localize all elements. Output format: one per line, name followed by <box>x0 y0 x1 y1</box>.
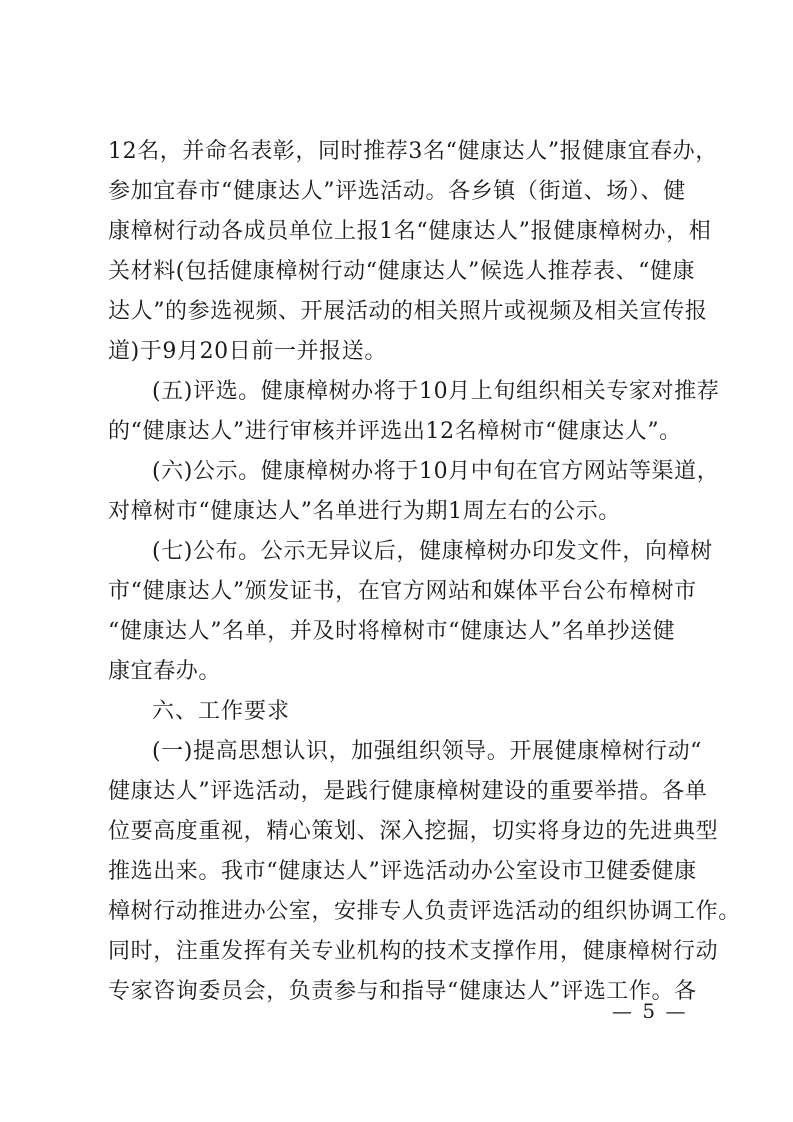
text-line: (六)公示。健康樟树办将于10月中旬在官方网站等渠道， <box>152 459 720 484</box>
text-line: “健康达人”名单，并及时将樟树市“健康达人”名单抄送健 <box>108 619 676 644</box>
text-line: 樟树行动推进办公室，安排专人负责评选活动的组织协调工作。 <box>108 899 741 924</box>
text-line: 对樟树市“健康达人”名单进行为期1周左右的公示。 <box>108 499 621 524</box>
text-line: (七)公布。公示无异议后，健康樟树办印发文件，向樟树 <box>152 539 713 564</box>
text-line: 同时，注重发挥有关专业机构的技术支撑作用，健康樟树行动 <box>108 939 719 964</box>
page-number: — 5 — <box>612 999 688 1023</box>
text-line: 达人”的参选视频、开展活动的相关照片或视频及相关宣传报 <box>108 299 708 324</box>
text-line: 专家咨询委员会，负责参与和指导“健康达人”评选工作。各 <box>108 979 697 1004</box>
text-line: (一)提高思想认识，加强组织领导。开展健康樟树行动“ <box>152 739 703 764</box>
text-line: 的“健康达人”进行审核并评选出12名樟树市“健康达人”。 <box>108 419 682 444</box>
text-line: 市“健康达人”颁发证书，在官方网站和媒体平台公布樟树市 <box>108 579 697 604</box>
text-line: 12名，并命名表彰，同时推荐3名“健康达人”报健康宜春办， <box>108 139 718 164</box>
section-heading: 六、工作要求 <box>152 699 291 724</box>
text-line: (五)评选。健康樟树办将于10月上旬组织相关专家对推荐 <box>152 379 720 404</box>
text-line: 健康达人”评选活动，是践行健康樟树建设的重要举措。各单 <box>108 779 708 804</box>
text-line: 推选出来。我市“健康达人”评选活动办公室设市卫健委健康 <box>108 859 697 884</box>
text-line: 康宜春办。 <box>108 659 222 684</box>
text-line: 参加宜春市“健康达人”评选活动。各乡镇（街道、场）、健 <box>108 179 686 204</box>
text-line: 道)于9月20日前一并报送。 <box>108 339 387 364</box>
text-line: 关材料(包括健康樟树行动“健康达人”候选人推荐表、“健康 <box>108 259 696 284</box>
text-line: 位要高度重视，精心策划、深入挖掘，切实将身边的先进典型 <box>108 819 719 844</box>
text-line: 康樟树行动各成员单位上报1名“健康达人”报健康樟树办，相 <box>108 219 712 244</box>
